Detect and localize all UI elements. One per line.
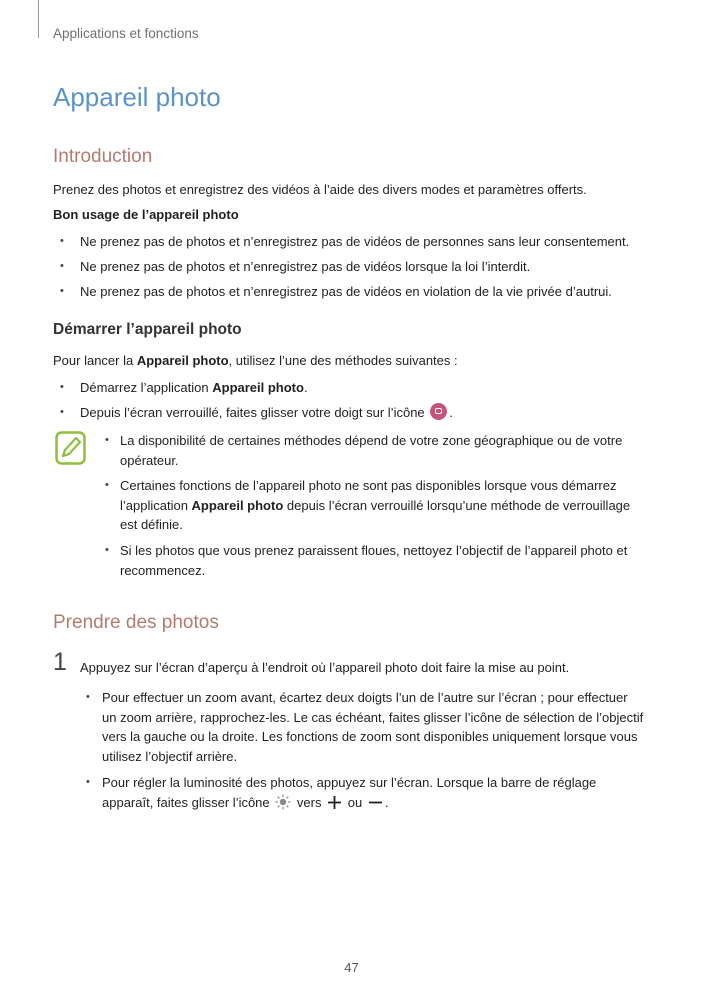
section-header: Applications et fonctions (53, 26, 199, 41)
bullet-dot: • (86, 776, 90, 788)
note-3: Si les photos que vous prenez paraissent floues, nettoyez l’objectif de l’appareil photo et recommencez. (120, 543, 628, 578)
bullet-dot: • (60, 406, 64, 418)
intro-heading: Introduction (53, 146, 153, 167)
header-rule (38, 0, 39, 38)
note-1: La disponibilité de certaines méthodes dépend de votre zone géographique ou de votre opérateur. (120, 433, 623, 468)
start-bullet-2: Depuis l’écran verrouillé, faites glisser votre doigt sur l’icône . (80, 405, 453, 420)
intro-bullet-3: Ne prenez pas de photos et n’enregistrez pas de vidéos en violation de la vie privée d’autrui. (80, 284, 612, 299)
bullet-dot: • (60, 381, 64, 393)
bullet-dot: • (60, 235, 64, 247)
intro-subheading: Bon usage de l’appareil photo (53, 207, 239, 222)
intro-text: Prenez des photos et enregistrez des vidéos à l’aide des divers modes et paramètres offerts. (53, 182, 587, 197)
start-heading: Démarrer l’appareil photo (53, 321, 242, 338)
camera-icon (430, 403, 447, 420)
bullet-dot: • (60, 260, 64, 272)
start-text: Pour lancer la Appareil photo, utilisez l’une des méthodes suivantes : (53, 353, 458, 368)
bullet-dot: • (105, 434, 109, 446)
note-icon (55, 431, 86, 465)
bullet-dot: • (105, 479, 109, 491)
photos-heading: Prendre des photos (53, 612, 219, 633)
start-bullet-1: Démarrez l’application Appareil photo. (80, 380, 308, 395)
step-text: Appuyez sur l’écran d’aperçu à l’endroit où l’appareil photo doit faire la mise au point. (80, 660, 570, 675)
intro-bullet-2: Ne prenez pas de photos et n’enregistrez pas de vidéos lorsque la loi l’interdit. (80, 259, 531, 274)
intro-bullet-1: Ne prenez pas de photos et n’enregistrez pas de vidéos de personnes sans leur consentement. (80, 234, 630, 249)
page-number: 47 (344, 960, 359, 975)
page-title: Appareil photo (53, 82, 221, 112)
bullet-dot: • (60, 285, 64, 297)
step-number: 1 (53, 648, 67, 676)
plus-icon (327, 795, 342, 810)
brightness-icon (275, 794, 291, 810)
step-sub-1: Pour effectuer un zoom avant, écartez deux doigts l’un de l’autre sur l’écran ; pour effectuer un zoom arrière, rapprochez-les. Le cas échéant, faites glisser l’icône de sélection de l’objectif vers la gauche ou la droite. Les fonctions de zoom sont disponibles uniquement lorsque vous utilisez l’objectif arrière. (102, 690, 644, 764)
bullet-dot: • (86, 691, 90, 703)
note-2: Certaines fonctions de l’appareil photo ne sont pas disponibles lorsque vous démarrez l’application Appareil photo depuis l’écran verrouillé lorsqu’une méthode de verrouillage est définie. (120, 478, 631, 532)
minus-icon (368, 795, 383, 810)
bullet-dot: • (105, 544, 109, 556)
step-sub-2: Pour régler la luminosité des photos, appuyez sur l’écran. Lorsque la barre de réglage apparaît, faites glisser l’icône vers ou . (102, 775, 597, 810)
